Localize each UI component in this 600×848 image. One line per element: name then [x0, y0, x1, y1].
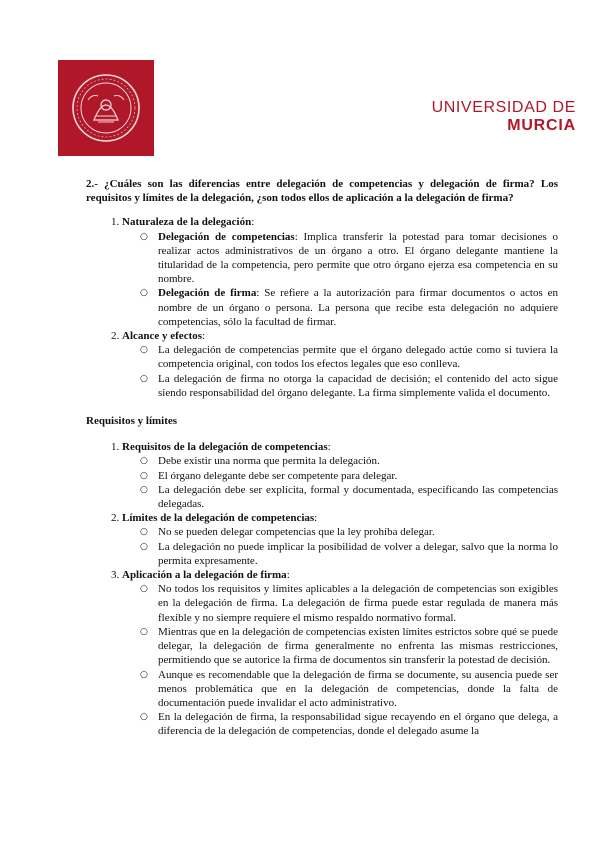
list-item: ○ Aunque es recomendable que la delegación de firma se documente, su ausencia puede ser menos problemática que en la delegación de competencias, donde la falta de documentación puede invalidar el acto administrativo. — [158, 668, 558, 711]
list-item — [158, 286, 558, 329]
sublist — [122, 230, 558, 329]
university-seal-block — [58, 60, 154, 156]
sublist — [122, 525, 558, 568]
list-item: ○ En la delegación de firma, la responsabilidad sigue recayendo en el órgano que delega, a diferencia de la delegación de competencias, donde el delegado asume la — [158, 710, 558, 738]
university-seal-icon — [58, 60, 154, 156]
list-item: 1. Requisitos de la delegación de competencias: ○ Debe existir una norma que permita la delegación. ○ El órgano delegante debe ser competente para delegar. ○ La delegación debe ser explícita, formal y documentada, especificando las competencias delegadas. — [122, 440, 558, 511]
item-term: Delegación de firma — [158, 287, 257, 300]
item-title: Naturaleza de la delegación — [122, 216, 252, 229]
list-item: ○ No se pueden delegar competencias que la ley prohíba delegar. — [158, 525, 558, 539]
item-title: Alcance y efectos — [122, 330, 203, 343]
sublist — [122, 582, 558, 738]
list-item: ○ La delegación de firma no otorga la capacidad de decisión; el contenido del acto sigue siendo responsabilidad del órgano delegante. La firma simplemente valida el documento. — [158, 372, 558, 400]
sublist — [122, 343, 558, 400]
item-title: Aplicación a la delegación de firma — [122, 569, 287, 582]
section-title: Requisitos y límites — [86, 415, 178, 428]
list-item: 2. Alcance y efectos: ○ La delegación de competencias permite que el órgano delegado actúe como si tuviera la competencia original, con todos los efectos legales que eso conlleva. ○ La delegación de firma no otorga la capacidad de decisión; el contenido del acto sigue siendo responsabilidad del órgano delegante. La firma simplemente valida el documento. — [122, 329, 558, 400]
list-item: ○ Debe existir una norma que permita la delegación. — [158, 454, 558, 468]
list-item: ○ La delegación no puede implicar la posibilidad de volver a delegar, salvo que la norma lo permita expresamente. — [158, 540, 558, 568]
brand-line-1: UNIVERSIDAD DE — [431, 99, 576, 116]
list-item: ○ El órgano delegante debe ser competente para delegar. — [158, 469, 558, 483]
item-term: Delegación de competencias — [158, 230, 295, 243]
list-item: ○ La delegación de competencias permite que el órgano delegado actúe como si tuviera la competencia original, con todos los efectos legales que eso conlleva. — [158, 343, 558, 371]
item-title: Límites de la delegación de competencias — [122, 512, 315, 525]
list-item: 3. Aplicación a la delegación de firma: ○ No todos los requisitos y límites aplicables a la delegación de competencias son exigibles en la delegación de firma. La delegación de firma puede estar regulada de manera más flexible y no siempre requiere el mismo respaldo normativo formal. ○ Mientras que en la delegación de competencias existen límites estrictos sobre qué se puede delegar, la delegación de firma generalmente no enfrenta las mismas restricciones, permitiendo que se autorice la firma de documentos sin transferir la potestad de decisión. ○ Aunque es recomendable que la delegación de firma se documente, su ausencia puede ser menos problemática que en la delegación de competencias, donde la falta de documentación puede invalidar el acto administrativo. ○ En la delegación de firma, la responsabilidad sigue recayendo en el órgano que delega, a diferencia de la delegación de competencias, donde el delegado asume la — [122, 568, 558, 738]
list-item — [158, 230, 558, 287]
part2-list — [86, 440, 558, 738]
list-item: ○ No todos los requisitos y límites aplicables a la delegación de competencias son exigibles en la delegación de firma. La delegación de firma puede estar regulada de manera más flexible y no siempre requiere el mismo respaldo normativo formal. — [158, 582, 558, 625]
part1-list — [86, 215, 558, 400]
list-item: 1. Naturaleza de la delegación: ○ Delegación de competencias: Implica transferir la potestad para tomar decisiones o realizar actos administrativos de un órgano a otro. El órgano delegante mantiene la titularidad de la competencia, pero permite que otro órgano ejerza esa competencia en su nombre. ○ Delegación de firma: Se refiere a la autorización para firmar documentos o actos en nombre de un órgano o persona. La persona que recibe esta delegación no adquiere competencias, sólo la facultad de firmar. — [122, 215, 558, 329]
brand-line-2: MURCIA — [507, 117, 576, 134]
sublist — [122, 454, 558, 511]
list-item: ○ Mientras que en la delegación de competencias existen límites estrictos sobre qué se puede delegar, la delegación de firma generalmente no enfrenta las mismas restricciones, permitiendo que se autorice la firma de documentos sin transferir la potestad de decisión. — [158, 625, 558, 668]
item-text: : Se refiere a la autorización para firmar documentos o actos en nombre de un órgano o persona. La persona que recibe esta delegación no adquiere competencias, sólo la facultad de firmar. — [158, 287, 558, 328]
document-body — [86, 177, 558, 739]
question-heading: 2.- ¿Cuáles son las diferencias entre delegación de competencias y delegación de firma? Los requisitos y límites de la delegación, ¿son todos ellos de aplicación a la delegación de firma? — [86, 178, 558, 205]
university-brand — [420, 99, 576, 135]
list-item: ○ La delegación debe ser explícita, formal y documentada, especificando las competencias delegadas. — [158, 483, 558, 511]
item-text: : Implica transferir la potestad para tomar decisiones o realizar actos administrativos de un órgano a otro. El órgano delegante mantiene la titularidad de la competencia, pero permite que otro órgano ejerza esa competencia en su nombre. — [158, 230, 559, 286]
item-title: Requisitos de la delegación de competencias — [122, 441, 328, 454]
list-item: 2. Límites de la delegación de competencias: ○ No se pueden delegar competencias que la ley prohíba delegar. ○ La delegación no puede implicar la posibilidad de volver a delegar, salvo que la norma lo permita expresamente. — [122, 511, 558, 568]
